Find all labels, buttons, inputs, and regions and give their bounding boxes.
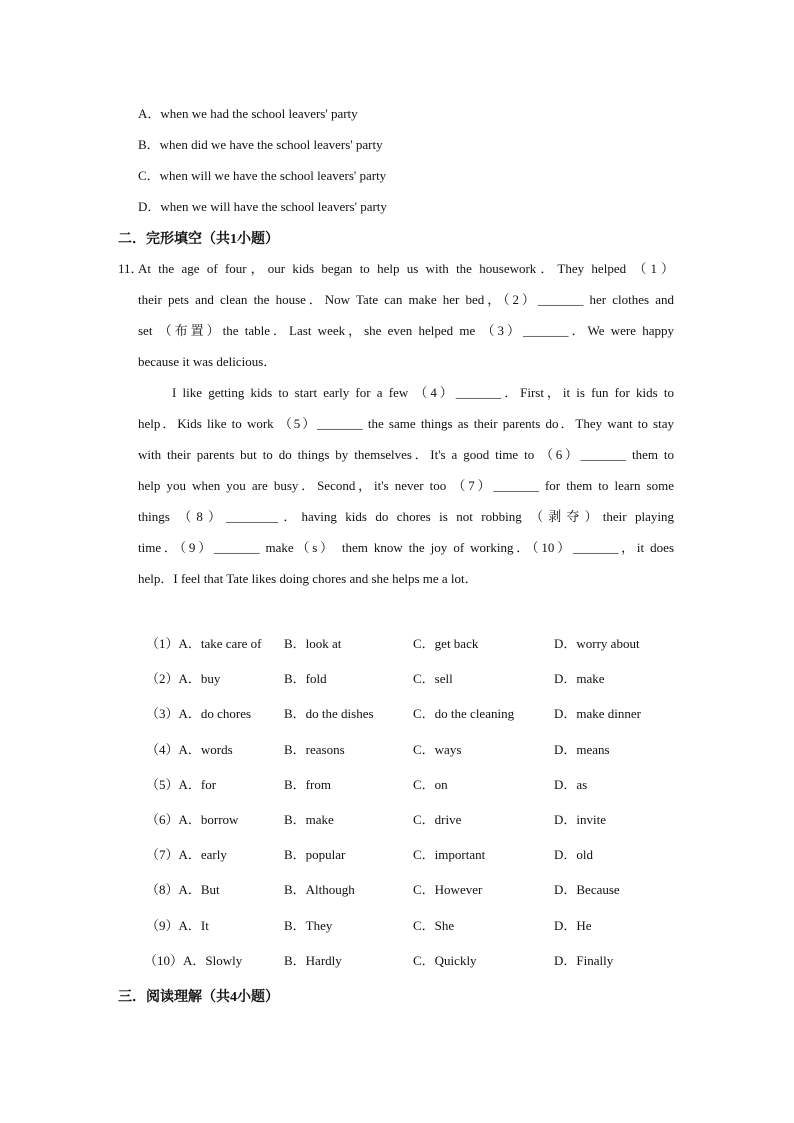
choice-row: [146, 732, 706, 767]
prev-option-a: A．when we had the school leavers' party: [138, 106, 358, 121]
choice-b: B．reasons: [284, 741, 345, 757]
choice-c: C．on: [413, 776, 448, 792]
passage-line: their pets and clean the house．Now Tate can make her bed，（2）_______ her clothes and: [138, 292, 674, 307]
choice-c: C．sell: [413, 671, 453, 687]
choice-a: （2）A．buy: [146, 671, 221, 687]
choice-c: C．Quickly: [413, 952, 477, 968]
choice-c: C．ways: [413, 741, 462, 757]
choice-a: （10）A．Slowly: [144, 952, 243, 968]
choice-b: B．popular: [284, 847, 346, 863]
choice-a: （9）A．It: [146, 917, 209, 933]
choice-b: B．do the dishes: [284, 706, 374, 722]
choice-d: D．as: [554, 776, 588, 792]
choice-row: [146, 802, 706, 837]
choice-c: C．important: [413, 847, 486, 863]
section-heading-reading: 三．阅读理解（共4小题）: [118, 990, 279, 1005]
choice-b: B．make: [284, 811, 334, 827]
choice-row: [146, 908, 706, 943]
choice-d: D．Because: [554, 882, 620, 898]
choice-b: B．They: [284, 917, 333, 933]
passage-line: things （8）________．having kids do chores is not robbing （剥夺）their playing: [138, 509, 674, 524]
choice-d: D．He: [554, 917, 592, 933]
passage-line: help you when you are busy．Second，it's never too （7）_______ for them to learn some: [138, 478, 674, 493]
choice-c: C．do the cleaning: [413, 706, 515, 722]
choice-c: C．She: [413, 917, 455, 933]
choice-b: B．Although: [284, 882, 355, 898]
passage-line: At the age of four，our kids began to help us with the housework．They helped （1）: [138, 261, 674, 276]
choice-d: D．make: [554, 671, 605, 687]
prev-option-d: D．when we will have the school leavers' party: [138, 199, 387, 214]
choice-d: D．Finally: [554, 952, 614, 968]
passage-line: set （布置）the table．Last week，she even helped me （3）_______．We were happy: [138, 323, 674, 338]
passage-line: with their parents but to do things by themselves．It's a good time to （6）_______ them to: [138, 447, 674, 462]
choice-row: [146, 626, 706, 661]
question-number: 11．: [118, 261, 144, 276]
passage-line: I like getting kids to start early for a few （4）_______．First，it is fun for kids to: [172, 385, 674, 400]
choice-d: D．make dinner: [554, 706, 642, 722]
choice-c: C．get back: [413, 636, 479, 651]
choice-d: D．old: [554, 847, 594, 863]
choice-b: B．fold: [284, 671, 327, 687]
choice-a: （1）A．take care of: [146, 636, 262, 651]
choice-d: D．means: [554, 741, 610, 757]
choice-a: （8）A．But: [146, 882, 220, 898]
choice-row: [146, 837, 706, 872]
choice-b: B．look at: [284, 636, 342, 651]
choice-b: B．Hardly: [284, 952, 342, 968]
choice-row: [146, 696, 706, 731]
prev-option-c: C．when will we have the school leavers' party: [138, 168, 387, 183]
passage-line: because it was delicious．: [138, 354, 277, 369]
section-heading-cloze: 二．完形填空（共1小题）: [118, 232, 279, 247]
choice-row: [146, 661, 706, 696]
choice-table: [146, 626, 706, 978]
passage-line: time．（9）_______ make（s） them know the joy of working．（10）_______，it does: [138, 540, 674, 555]
choice-c: C．However: [413, 882, 483, 898]
choice-a: （3）A．do chores: [146, 706, 252, 722]
choice-row: [146, 767, 706, 802]
choice-a: （4）A．words: [146, 741, 233, 757]
choice-a: （5）A．for: [146, 776, 217, 792]
cloze-passage: [138, 253, 674, 594]
choice-row: [146, 872, 706, 907]
choice-c: C．drive: [413, 811, 462, 827]
choice-d: D．invite: [554, 811, 606, 827]
passage-line: help．Kids like to work （5）_______ the same things as their parents do．They want to stay: [138, 416, 674, 431]
passage-line: help．I feel that Tate likes doing chores and she helps me a lot．: [138, 571, 478, 586]
prev-option-b: B．when did we have the school leavers' party: [138, 137, 383, 152]
choice-b: B．from: [284, 776, 331, 792]
choice-a: （7）A．early: [146, 847, 227, 863]
choice-row: [146, 943, 706, 978]
choice-d: D．worry about: [554, 636, 640, 651]
choice-a: （6）A．borrow: [146, 811, 239, 827]
